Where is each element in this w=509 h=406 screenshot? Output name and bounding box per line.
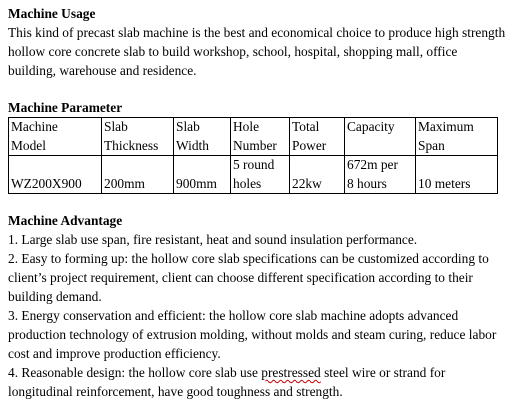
cell-slab-thickness: 200mm — [102, 156, 174, 194]
cell-maximum-span: 10 meters — [416, 156, 498, 194]
header-total-power: Total Power — [290, 118, 345, 156]
cell-slab-width: 900mm — [174, 156, 231, 194]
header-maximum-span: Maximum Span — [416, 118, 498, 156]
spellcheck-underlined-word: prestressed — [261, 365, 321, 380]
advantage-list — [8, 230, 506, 401]
advantage-item: 4. Reasonable design: the hollow core slab use prestressed steel wire or strand for longitudinal reinforcement, have good toughness and strength. — [8, 365, 446, 399]
advantage-heading: Machine Advantage — [8, 213, 123, 228]
header-capacity: Capacity — [345, 118, 416, 156]
cell-machine-model: WZ200X900 — [9, 156, 102, 194]
usage-heading: Machine Usage — [8, 6, 96, 21]
cell-capacity: 672m per 8 hours — [345, 156, 416, 194]
advantage-item: 2. Easy to forming up: the hollow core slab specifications can be customized according to client’s project requirement, client can choose different specification according to their building demand. — [8, 251, 489, 304]
document-page — [8, 4, 506, 401]
header-slab-width: Slab Width — [174, 118, 231, 156]
advantage-item: 3. Energy conservation and efficient: the hollow core slab machine adopts advanced production technology of extrusion molding, without molds and steam curing, reduce labor cost and improve production efficiency. — [8, 308, 497, 361]
header-hole-number: Hole Number — [231, 118, 290, 156]
parameter-heading: Machine Parameter — [8, 100, 123, 115]
advantage-item: 1. Large slab use span, fire resistant, heat and sound insulation performance. — [8, 232, 418, 247]
cell-hole-number: 5 round holes — [231, 156, 290, 194]
header-slab-thickness: Slab Thickness — [102, 118, 174, 156]
parameter-data-row — [9, 156, 498, 194]
parameter-header-row — [9, 118, 498, 156]
parameter-table — [8, 117, 498, 194]
header-machine-model: Machine Model — [9, 118, 102, 156]
cell-total-power: 22kw — [290, 156, 345, 194]
usage-paragraph: This kind of precast slab machine is the best and economical choice to produce high strength hollow core concrete slab to build workshop, school, hospital, shopping mall, office building, warehouse and residence. — [8, 25, 506, 78]
